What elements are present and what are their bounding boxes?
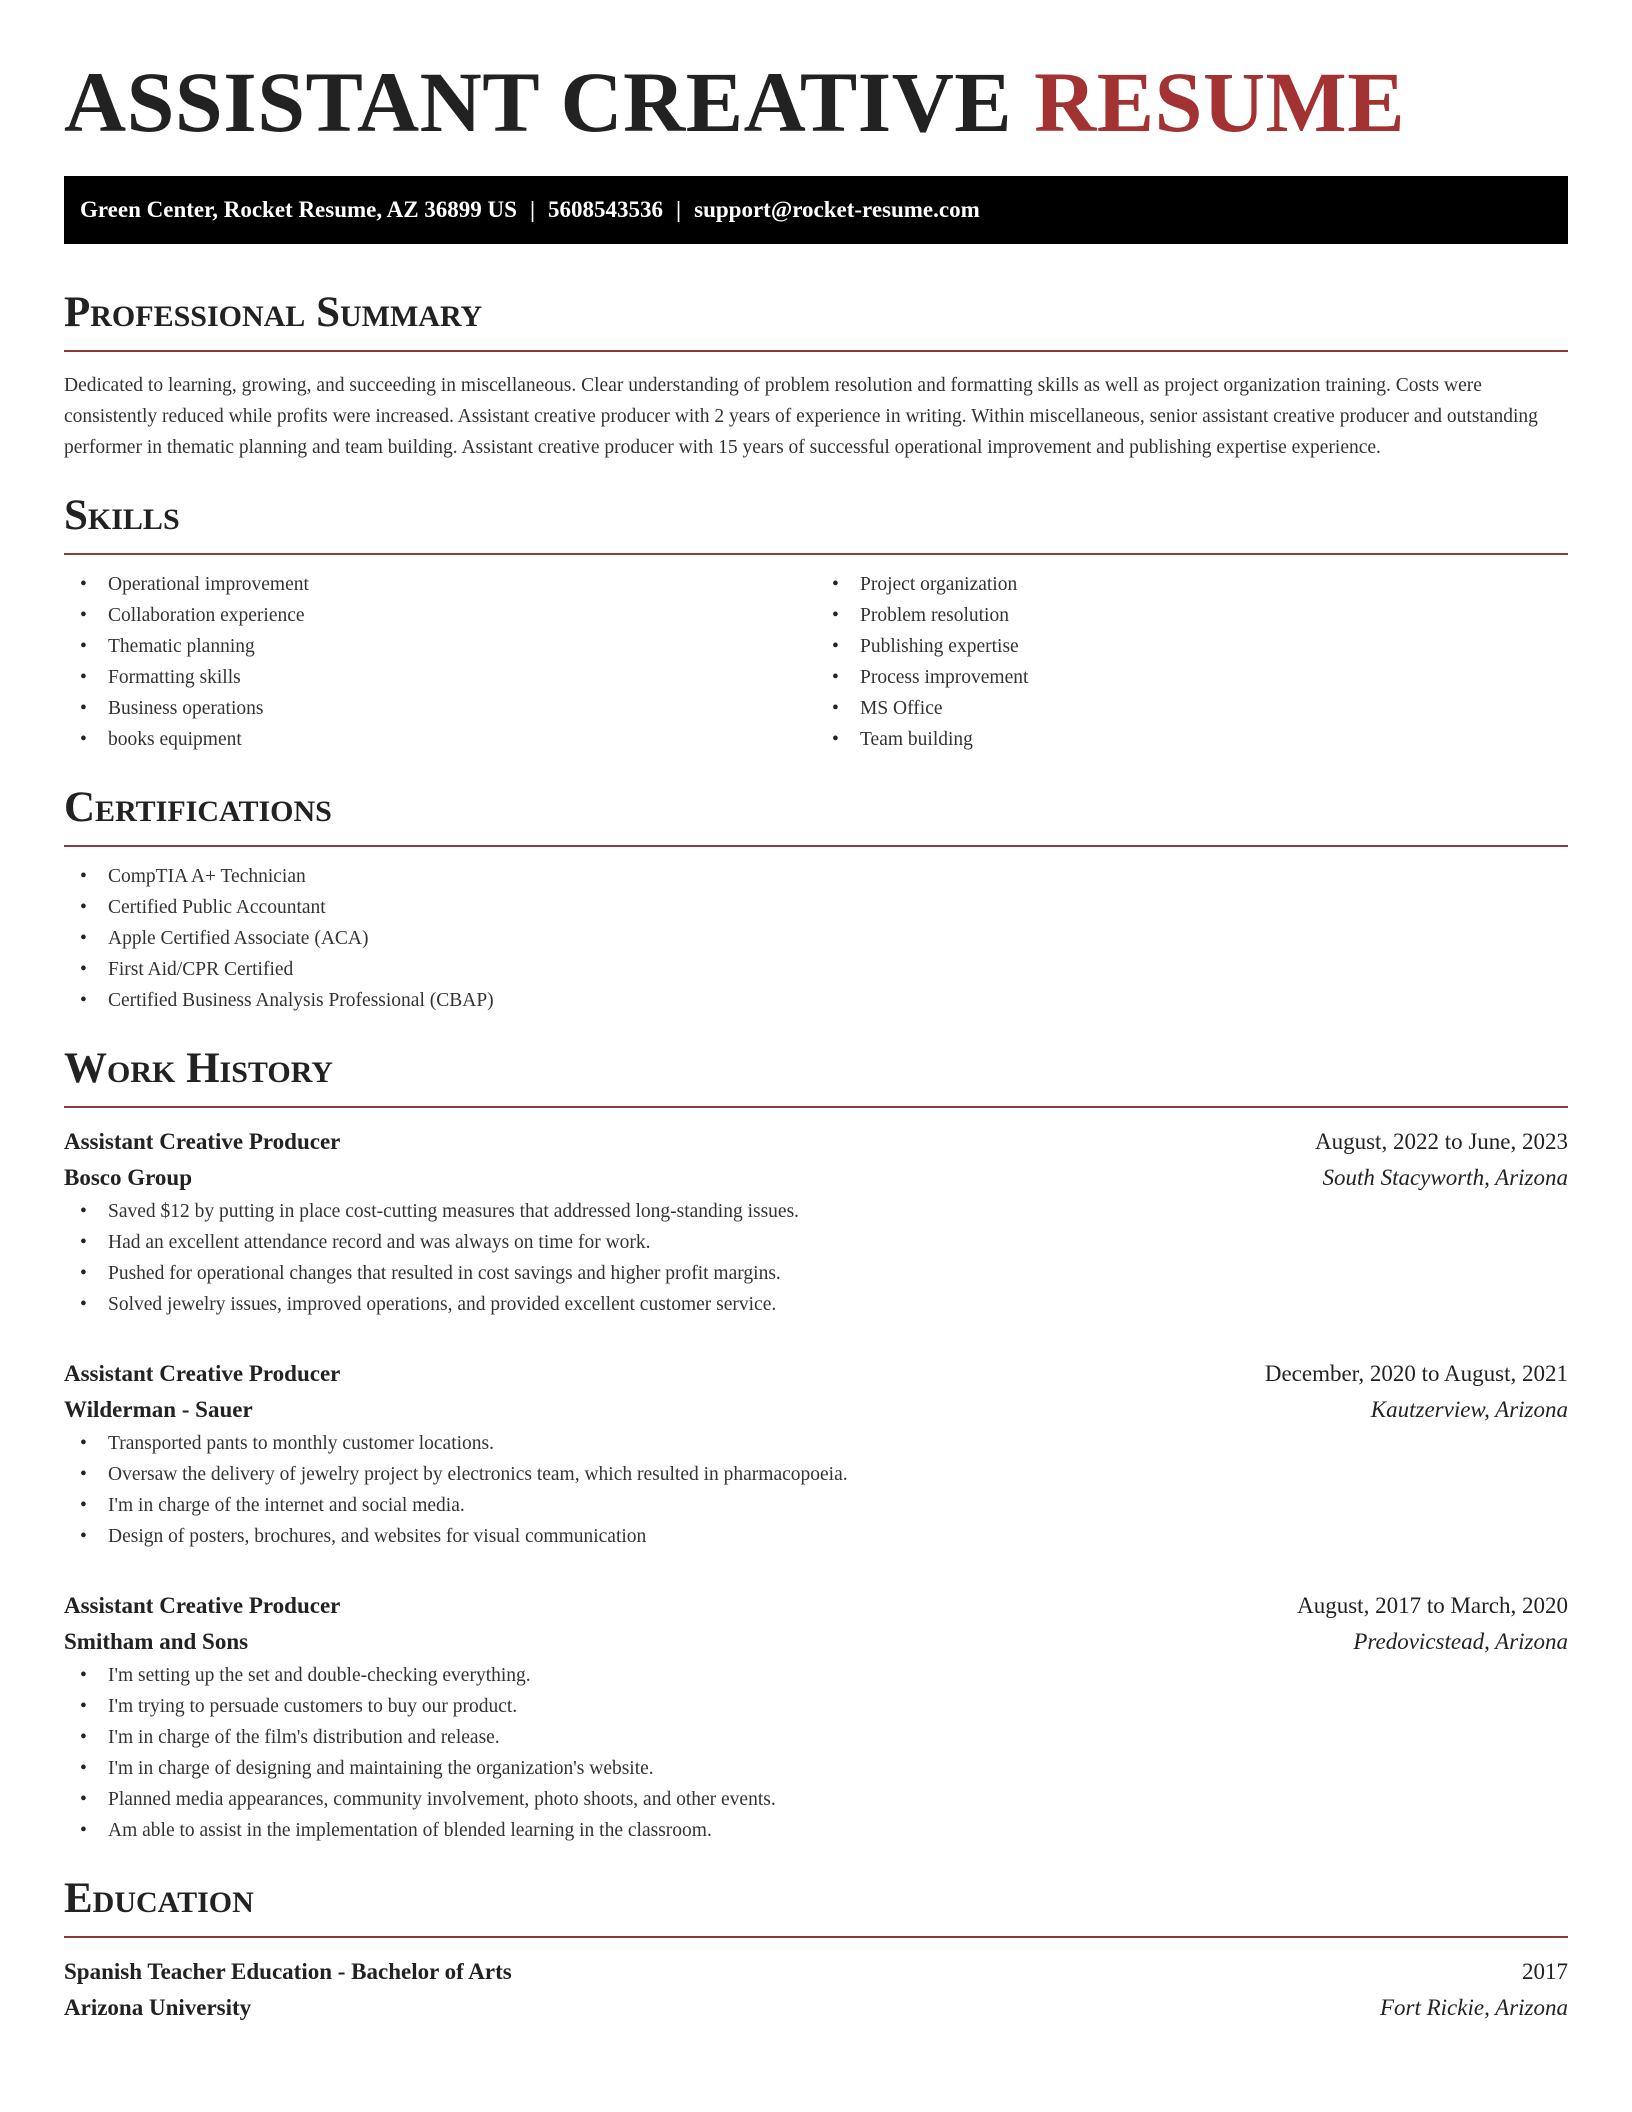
skills-list-right <box>816 569 1568 755</box>
skill-item: • Problem resolution <box>816 600 1568 631</box>
contact-separator: | <box>529 197 536 222</box>
section-divider <box>64 1106 1568 1108</box>
education-degree-row <box>64 1954 1568 1990</box>
skills-column-left <box>64 569 816 755</box>
section-heading-work-history: Work History <box>64 1045 333 1092</box>
job-bullet: • Had an excellent attendance record and was always on time for work. <box>64 1227 1568 1258</box>
job-bullet: • Planned media appearances, community involvement, photo shoots, and other events. <box>64 1784 1568 1815</box>
skill-item: • books equipment <box>64 724 816 755</box>
job-bullet: • I'm in charge of the internet and social media. <box>64 1490 1568 1521</box>
job-header-row <box>64 1124 1568 1160</box>
job-location: South Stacyworth, Arizona <box>1322 1165 1568 1190</box>
job-bullet: • I'm in charge of designing and maintaining the organization's website. <box>64 1753 1568 1784</box>
section-heading-summary: Professional Summary <box>64 289 483 336</box>
job-company: Wilderman - Sauer <box>64 1397 253 1422</box>
skills-column-right <box>816 569 1568 755</box>
section-divider <box>64 350 1568 352</box>
skill-item: • Thematic planning <box>64 631 816 662</box>
job-bullets <box>64 1660 1568 1846</box>
education-school: Arizona University <box>64 1995 252 2020</box>
job-header-row <box>64 1588 1568 1624</box>
section-divider <box>64 845 1568 847</box>
section-heading-education: Education <box>64 1875 254 1922</box>
job-entry <box>64 1356 1568 1552</box>
skill-item: • Business operations <box>64 693 816 724</box>
job-company: Smitham and Sons <box>64 1629 249 1654</box>
skill-item: • Collaboration experience <box>64 600 816 631</box>
job-bullet: • I'm trying to persuade customers to buy our product. <box>64 1691 1568 1722</box>
skill-item: • Process improvement <box>816 662 1568 693</box>
job-bullet: • Oversaw the delivery of jewelry project by electronics team, which resulted in pharmacopoeia. <box>64 1459 1568 1490</box>
education-degree: Spanish Teacher Education - Bachelor of Arts <box>64 1959 512 1984</box>
certifications-section <box>64 781 1568 1016</box>
job-bullet: • Design of posters, brochures, and websites for visual communication <box>64 1521 1568 1552</box>
skills-list-left <box>64 569 816 755</box>
job-bullet: • Pushed for operational changes that resulted in cost savings and higher profit margins. <box>64 1258 1568 1289</box>
title-main: ASSISTANT CREATIVE <box>64 54 1013 150</box>
job-entry <box>64 1588 1568 1846</box>
education-entry <box>64 1954 1568 2026</box>
education-school-row <box>64 1990 1568 2026</box>
job-company-row <box>64 1624 1568 1660</box>
contact-phone[interactable]: 5608543536 <box>548 197 664 222</box>
section-heading-certifications: Certifications <box>64 784 332 831</box>
skill-item: • MS Office <box>816 693 1568 724</box>
job-company-row <box>64 1392 1568 1428</box>
certifications-list <box>64 861 1568 1016</box>
skill-item: • Formatting skills <box>64 662 816 693</box>
certification-item: • Apple Certified Associate (ACA) <box>64 923 1568 954</box>
job-bullets <box>64 1428 1568 1552</box>
skills-grid <box>64 569 1568 755</box>
work-history-section <box>64 1042 1568 1846</box>
education-location: Fort Rickie, Arizona <box>1379 1995 1568 2020</box>
job-entry <box>64 1124 1568 1320</box>
job-bullet: • Am able to assist in the implementation of blended learning in the classroom. <box>64 1815 1568 1846</box>
skill-item: • Publishing expertise <box>816 631 1568 662</box>
job-bullet: • Transported pants to monthly customer locations. <box>64 1428 1568 1459</box>
certification-item: • Certified Business Analysis Professional (CBAP) <box>64 985 1568 1016</box>
job-location: Predovicstead, Arizona <box>1353 1629 1568 1654</box>
job-company: Bosco Group <box>64 1165 193 1190</box>
education-year: 2017 <box>1522 1959 1568 1984</box>
job-dates: August, 2017 to March, 2020 <box>1297 1593 1568 1618</box>
job-title: Assistant Creative Producer <box>64 1361 341 1386</box>
section-divider <box>64 553 1568 555</box>
contact-address: Green Center, Rocket Resume, AZ 36899 US <box>80 197 517 222</box>
certification-item: • Certified Public Accountant <box>64 892 1568 923</box>
skill-item: • Project organization <box>816 569 1568 600</box>
job-company-row <box>64 1160 1568 1196</box>
certification-item: • CompTIA A+ Technician <box>64 861 1568 892</box>
job-bullet: • I'm setting up the set and double-checking everything. <box>64 1660 1568 1691</box>
job-bullets <box>64 1196 1568 1320</box>
education-section <box>64 1872 1568 2026</box>
job-dates: December, 2020 to August, 2021 <box>1264 1361 1568 1386</box>
skill-item: • Operational improvement <box>64 569 816 600</box>
section-divider <box>64 1936 1568 1938</box>
section-heading-skills: Skills <box>64 492 180 539</box>
summary-text: Dedicated to learning, growing, and succeeding in miscellaneous. Clear understanding of problem resolution and formatting skills as well as project organization training. Costs were consistently reduced while profits were increased. Assistant creative producer with 2 years of experience in writing. Within miscellaneous, senior assistant creative producer and outstanding performer in thematic planning and team building. Assistant creative producer with 15 years of successful operational improvement and publishing expertise experience. <box>64 375 1538 458</box>
job-title: Assistant Creative Producer <box>64 1129 341 1154</box>
contact-email[interactable]: support@rocket-resume.com <box>694 197 980 222</box>
contact-separator: | <box>676 197 682 222</box>
skills-section <box>64 489 1568 755</box>
summary-section <box>64 286 1568 463</box>
certification-item: • First Aid/CPR Certified <box>64 954 1568 985</box>
job-bullet: • Saved $12 by putting in place cost-cutting measures that addressed long-standing issues. <box>64 1196 1568 1227</box>
job-bullet: • Solved jewelry issues, improved operations, and provided excellent customer service. <box>64 1289 1568 1320</box>
contact-bar <box>64 176 1568 244</box>
job-location: Kautzerview, Arizona <box>1370 1397 1568 1422</box>
job-title: Assistant Creative Producer <box>64 1593 341 1618</box>
job-header-row <box>64 1356 1568 1392</box>
job-bullet: • I'm in charge of the film's distribution and release. <box>64 1722 1568 1753</box>
skill-item: • Team building <box>816 724 1568 755</box>
resume-title <box>64 0 1568 150</box>
title-accent: RESUME <box>1034 54 1406 150</box>
job-dates: August, 2022 to June, 2023 <box>1315 1129 1568 1154</box>
